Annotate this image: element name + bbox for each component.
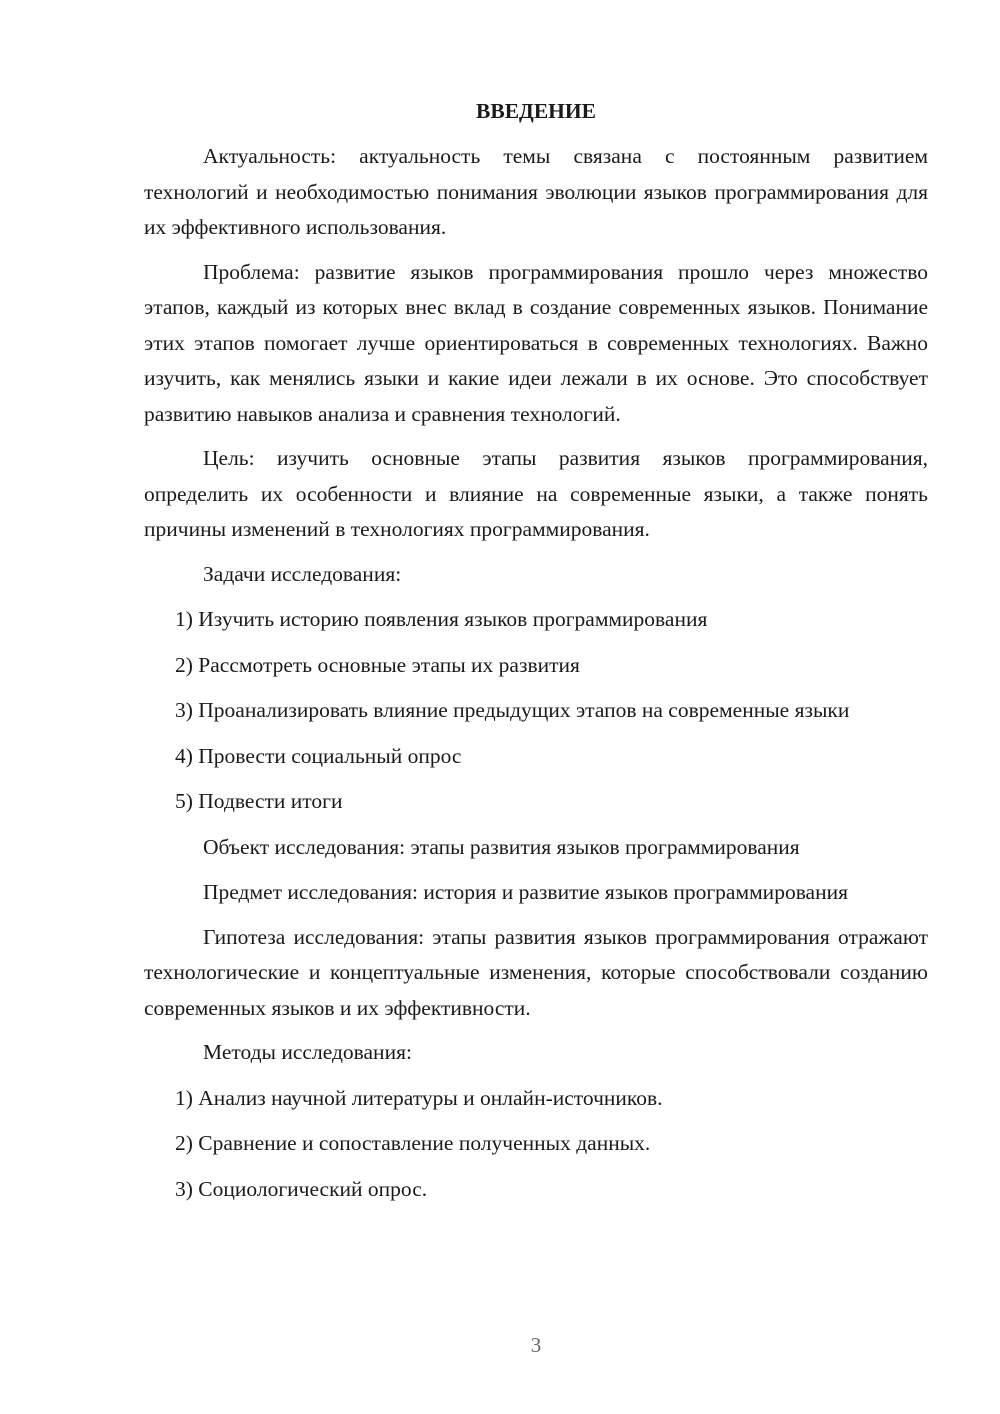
relevance-paragraph: Актуальность: актуальность темы связана с постоянным развитием технологий и необходимостью понимания эволюции языков программирования для их эффективного использования. bbox=[144, 144, 928, 239]
goal-paragraph: Цель: изучить основные этапы развития языков программирования, определить их особенности и влияние на современные языки, а также понять причины изменений в технологиях программирования. bbox=[144, 446, 928, 541]
subject-paragraph: Предмет исследования: история и развитие языков программирования bbox=[203, 880, 848, 904]
object-paragraph: Объект исследования: этапы развития языков программирования bbox=[203, 834, 800, 859]
task-item: 1) Изучить историю появления языков программирования bbox=[175, 607, 708, 631]
task-item: 3) Проанализировать влияние предыдущих этапов на современные языки bbox=[175, 698, 850, 722]
task-item: 5) Подвести итоги bbox=[175, 789, 343, 813]
page-number: 3 bbox=[530, 1333, 542, 1357]
page-body bbox=[144, 96, 928, 1217]
method-item: 3) Социологический опрос. bbox=[175, 1176, 428, 1201]
method-item: 1) Анализ научной литературы и онлайн-источников. bbox=[175, 1085, 663, 1110]
method-item: 2) Сравнение и сопоставление полученных данных. bbox=[175, 1131, 651, 1155]
methods-heading: Методы исследования: bbox=[203, 1040, 412, 1064]
page-title: ВВЕДЕНИЕ bbox=[476, 99, 596, 123]
task-item: 4) Провести социальный опрос bbox=[175, 743, 462, 768]
tasks-list bbox=[144, 602, 928, 820]
hypothesis-paragraph: Гипотеза исследования: этапы развития языков программирования отражают технологические и концептуальные изменения, которые способствовали созданию современных языков и их эффективности. bbox=[144, 924, 928, 1020]
task-item: 2) Рассмотреть основные этапы их развития bbox=[175, 652, 580, 677]
tasks-heading: Задачи исследования: bbox=[203, 561, 402, 586]
problem-paragraph: Проблема: развитие языков программирования прошло через множество этапов, каждый из которых внес вклад в создание современных языков. Понимание этих этапов помогает лучше ориентироваться в современных технологиях. Важно изучить, как менялись языки и какие идеи лежали в их основе. Это способствует развитию навыков анализа и сравнения технологий. bbox=[144, 259, 928, 426]
methods-list bbox=[144, 1081, 928, 1208]
